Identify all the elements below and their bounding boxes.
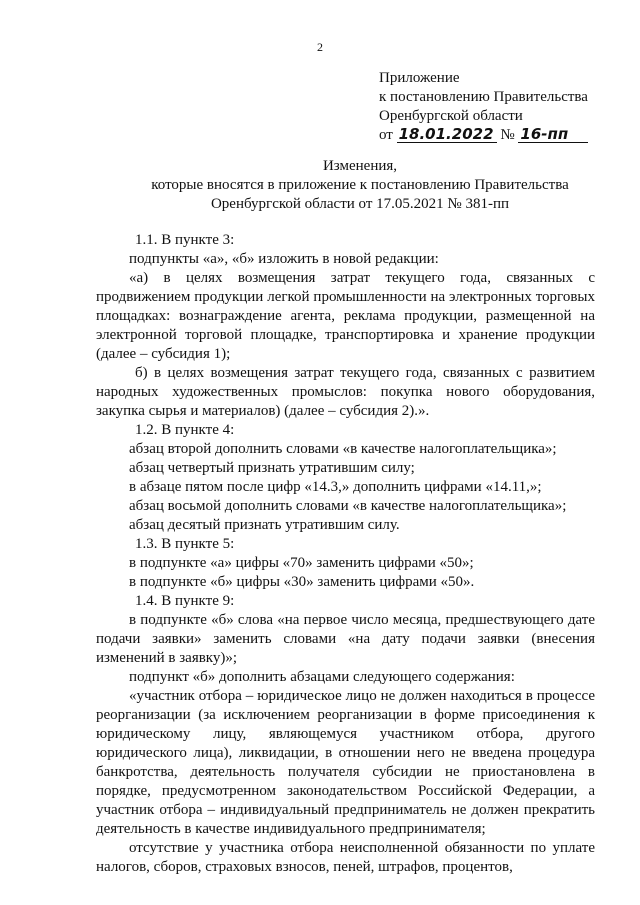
paragraph: «участник отбора – юридическое лицо не должен находиться в процессе реорганизации (за исключением реорганизации в форме присоединения к юридическому лицу, являющемуся участником отбора, другого юридического лица), ликвидации, в отношении него не введена процедура банкротства, деятельность получателя субсидии не приостановлена в порядке, предусмотренном законодательством Российской Федерации, а участник отбора – индивидуальный предприниматель не должен прекратить деятельность в качестве индивидуального предпринимателя;: [96, 688, 595, 837]
appendix-header: [379, 69, 588, 145]
from-label: от: [379, 127, 393, 143]
handwritten-date: 18.01.2022: [397, 126, 497, 143]
paragraph: 1.3. В пункте 5:: [135, 536, 235, 552]
paragraph: б) в целях возмещения затрат текущего года, связанных с развитием народных художественных промыслов: покупка нового оборудования, закупка сырья и материалов) (далее – субсидия 2).».: [96, 365, 595, 419]
page-number: 2: [317, 40, 323, 54]
handwritten-number: 16-пп: [518, 126, 588, 143]
paragraph: подпункт «б» дополнить абзацами следующего содержания:: [129, 669, 515, 685]
paragraph: отсутствие у участника отбора неисполненной обязанности по уплате налогов, сборов, страховых взносов, пеней, штрафов, процентов,: [96, 840, 595, 875]
number-label: №: [500, 127, 515, 143]
paragraph: 1.4. В пункте 9:: [135, 593, 235, 609]
title-line-3: Оренбургской области от 17.05.2021 № 381-пп: [210, 196, 510, 212]
paragraph: 1.2. В пункте 4:: [135, 422, 235, 438]
document-title: [100, 157, 620, 214]
appendix-date-row: [379, 126, 588, 145]
title-line-2: которые вносятся в приложение к постановлению Правительства: [151, 177, 569, 193]
paragraph: в подпункте «а» цифры «70» заменить цифрами «50»;: [129, 555, 474, 571]
paragraph: абзац восьмой дополнить словами «в качестве налогоплательщика»;: [129, 498, 567, 514]
appendix-line-2: к постановлению Правительства: [379, 89, 588, 105]
paragraph: в абзаце пятом после цифр «14.3,» дополнить цифрами «14.11,»;: [129, 479, 542, 495]
paragraph: абзац четвертый признать утратившим силу;: [129, 460, 415, 476]
paragraph: «а) в целях возмещения затрат текущего года, связанных с продвижением продукции легкой промышленности на электронных торговых площадках: вознаграждение агента, реклама продукции, размещенной на электронной торговой площадке, транспортировка и хранение продукции (далее – субсидия 1);: [96, 270, 595, 362]
paragraph: абзац второй дополнить словами «в качестве налогоплательщика»;: [129, 441, 557, 457]
appendix-line-1: Приложение: [379, 70, 460, 86]
paragraph: в подпункте «б» слова «на первое число месяца, предшествующего дате подачи заявки» заменить словами «на дату подачи заявки (внесения изменений в заявку)»;: [96, 612, 595, 666]
paragraph: в подпункте «б» цифры «30» заменить цифрами «50».: [129, 574, 475, 590]
paragraph: абзац десятый признать утратившим силу.: [129, 517, 400, 533]
document-body: [96, 231, 595, 877]
paragraph: подпункты «а», «б» изложить в новой редакции:: [129, 251, 439, 267]
title-line-1: Изменения,: [322, 158, 398, 174]
appendix-line-3: Оренбургской области: [379, 108, 523, 124]
paragraph: 1.1. В пункте 3:: [135, 232, 235, 248]
